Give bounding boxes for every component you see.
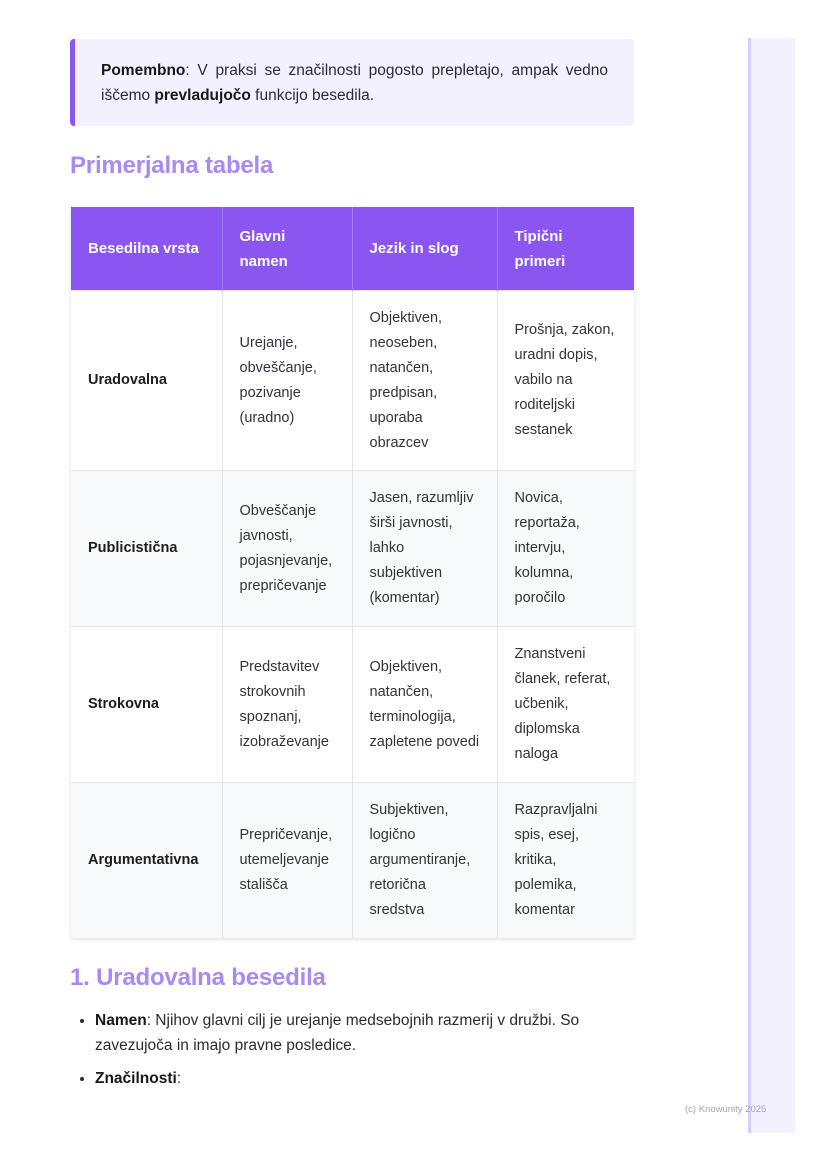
table-cell: Strokovna [71, 627, 222, 783]
table-cell: Subjektiven, logično argumentiranje, retorična sredstva [352, 783, 497, 938]
header-cell: Besedilna vrsta [71, 207, 222, 291]
header-cell: Jezik in slog [352, 207, 497, 291]
list-item [95, 1008, 635, 1058]
bullet-label: Namen [95, 1012, 147, 1029]
table-cell: Jasen, razumljiv širši javnosti, lahko subjektiven (komentar) [352, 471, 497, 627]
table-cell: Predstavitev strokovnih spoznanj, izobraževanje [222, 627, 352, 783]
table-cell: Uradovalna [71, 291, 222, 471]
bullet-text: : Njihov glavni cilj je urejanje medsebojnih razmerij v družbi. So zavezujoča in imajo pravne posledice. [95, 1012, 580, 1054]
table-cell: Obveščanje javnosti, pojasnjevanje, prepričevanje [222, 471, 352, 627]
callout-emphasis: prevladujočo [154, 87, 251, 104]
table-row [71, 291, 634, 471]
table-heading: Primerjalna tabela [70, 152, 274, 179]
table-cell: Argumentativna [71, 783, 222, 938]
bullet-label: Značilnosti [95, 1070, 177, 1087]
table-row [71, 783, 634, 938]
table-cell: Razpravljalni spis, esej, kritika, polemika, komentar [497, 783, 634, 938]
bullet-text: : [176, 1070, 182, 1087]
footer-copyright: (c) Knowunity 2025 [685, 1104, 767, 1115]
table-header-row [71, 207, 634, 291]
important-callout [70, 39, 634, 126]
table-cell: Novica, reportaža, intervju, kolumna, poročilo [497, 471, 634, 627]
table-cell: Publicistična [71, 471, 222, 627]
table-row [71, 471, 634, 627]
table-cell: Prepričevanje, utemeljevanje stališča [222, 783, 352, 938]
callout-text-2: funkcijo besedila. [250, 87, 375, 104]
header-cell: Glavni namen [222, 207, 352, 291]
table-cell: Urejanje, obveščanje, pozivanje (uradno) [222, 291, 352, 471]
callout-text-1: : V praksi se značilnosti pogosto prepletajo, ampak vedno iščemo [101, 62, 608, 104]
section-bullet-list [70, 1008, 635, 1099]
comparison-table [71, 207, 634, 938]
list-item [95, 1066, 635, 1091]
header-cell: Tipični primeri [497, 207, 634, 291]
table-cell: Objektiven, natančen, terminologija, zapletene povedi [352, 627, 497, 783]
section-heading: 1. Uradovalna besedila [70, 964, 326, 991]
callout-label: Pomembno [101, 62, 186, 79]
table-cell: Prošnja, zakon, uradni dopis, vabilo na roditeljski sestanek [497, 291, 634, 471]
table-cell: Objektiven, neoseben, natančen, predpisan, uporaba obrazcev [352, 291, 497, 471]
table-cell: Znanstveni članek, referat, učbenik, diplomska naloga [497, 627, 634, 783]
sidebar-strip [748, 38, 795, 1133]
table-row [71, 627, 634, 783]
